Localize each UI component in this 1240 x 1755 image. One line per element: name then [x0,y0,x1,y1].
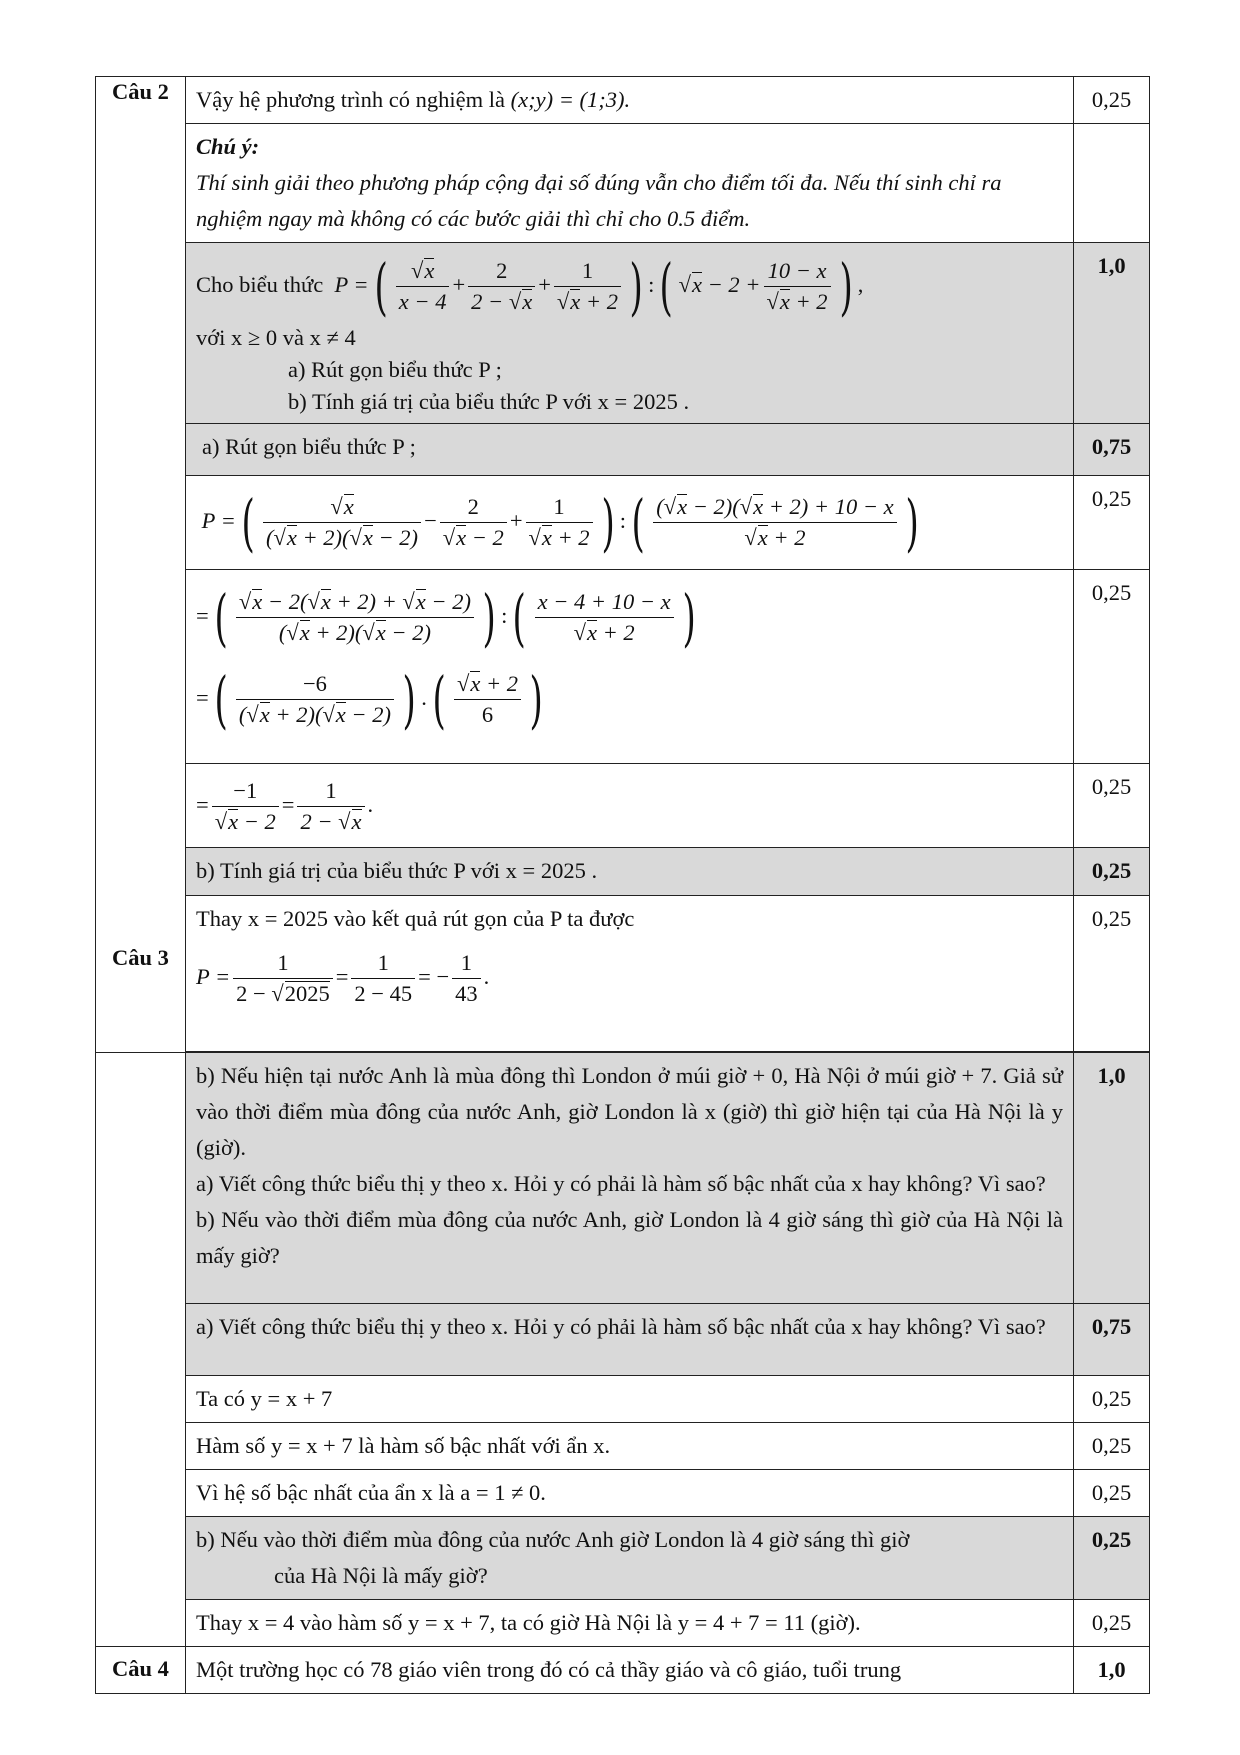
score-cell: 0,25 [1074,570,1150,764]
table-row [96,77,1150,124]
table-row [96,764,1150,848]
table-row [96,570,1150,764]
content-cell: b) Nếu vào thời điểm mùa đông của nước Anh giờ London là 4 giờ sáng thì giờ của Hà Nội là mấy giờ? [186,1517,1074,1600]
score-cell: 0,25 [1074,896,1150,1052]
score-cell: 0,25 [1074,764,1150,848]
table-row [96,1600,1150,1647]
table-row [96,1470,1150,1517]
table-row [96,424,1150,476]
table-row [96,124,1150,243]
answer-key-table [95,76,1150,1694]
table-row [96,1304,1150,1376]
table-row [96,896,1150,1052]
content-cell: Một trường học có 78 giáo viên trong đó có cả thầy giáo và cô giáo, tuổi trung [186,1647,1074,1694]
score-cell: 0,25 [1074,476,1150,570]
table-row [96,1517,1150,1600]
table-row [96,1053,1150,1304]
score-cell: 0,25 [1074,1470,1150,1517]
math-step-cell: = $\frac{-1}{√x - 2}$ = $\frac{1}{2 - √x}$ . [186,764,1074,848]
content-cell: Vậy hệ phương trình có nghiệm là (x;y) = (1;3). [186,77,1074,124]
table-row [96,848,1150,896]
expression-p: Cho biểu thức P =( $\frac{√x}{x - 4}$ + $\frac{2}{2 - √x}$ + $\frac{1}{√x + 2}$ ) :( √x − 2 + $\frac{10 - x}{√x + 2}$ ) , [196,249,864,323]
note-cell [186,124,1074,243]
table-row [96,476,1150,570]
content-cell: Thay x = 4 vào hàm số y = x + 7, ta có giờ Hà Nội là y = 4 + 7 = 11 (giờ). [186,1600,1074,1647]
note-text: Thí sinh giải theo phương pháp cộng đại số đúng vẫn cho điểm tối đa. Nếu thí sinh chỉ ra nghiệm ngay mà không có các bước giải thì chỉ cho 0.5 điểm. [196,170,1002,231]
score-cell [1074,124,1150,243]
score-cell: 0,75 [1074,1304,1150,1376]
question-label-q3: Câu 3 [112,945,169,970]
table-row [96,1423,1150,1470]
score-cell: 0,75 [1074,424,1150,476]
question-label-q4: Câu 4 [112,1656,169,1681]
question-label-cell [96,77,186,1053]
score-cell: 1,0 [1074,243,1150,424]
content-cell: Vì hệ số bậc nhất của ẩn x là a = 1 ≠ 0. [186,1470,1074,1517]
math-step-cell: =( $\frac{√x - 2(√x + 2) + √x - 2)}{(√x + 2)(√x - 2)}$ ) :( $\frac{x - 4 + 10 - x}{√x + 2}$ ) =( $\frac{-6}{(√x + 2)(√x - 2)}$ ) .( $\frac{√x + 2}{6}$ ) [186,570,1074,764]
content-cell: b) Nếu hiện tại nước Anh là mùa đông thì London ở múi giờ + 0, Hà Nội ở múi giờ + 7. Giả sử vào thời điểm mùa đông của nước Anh, giờ London là x (giờ) thì giờ hiện tại của Hà Nội là y (giờ). a) Viết công thức biểu thị y theo x. Hỏi y có phải là hàm số bậc nhất của x hay không? Vì sao? b) Nếu vào thời điểm mùa đông của nước Anh, giờ London là 4 giờ sáng thì giờ của Hà Nội là mấy giờ? [186,1053,1074,1304]
content-cell: Ta có y = x + 7 [186,1376,1074,1423]
score-cell: 0,25 [1074,848,1150,896]
content-cell: b) Tính giá trị của biểu thức P với x = 2025 . [186,848,1074,896]
math-step-cell: P =( $\frac{√x}{(√x + 2)(√x - 2)}$ − $\frac{2}{√x - 2}$ + $\frac{1}{√x + 2}$ ) :( $\frac{(√x - 2)(√x + 2) + 10 - x}{√x + 2}$ ) [186,476,1074,570]
question-label-cell [96,945,186,1647]
content-cell: a) Viết công thức biểu thị y theo x. Hỏi y có phải là hàm số bậc nhất của x hay không? Vì sao? [186,1304,1074,1376]
score-cell: 0,25 [1074,1376,1150,1423]
content-cell: Hàm số y = x + 7 là hàm số bậc nhất với ẩn x. [186,1423,1074,1470]
content-cell: Cho biểu thức P =( $\frac{√x}{x - 4}$ + $\frac{2}{2 - √x}$ + $\frac{1}{√x + 2}$ ) :( √x − 2 + $\frac{10 - x}{√x + 2}$ ) , với x ≥ 0 và x ≠ 4 a) Rút gọn biểu thức P ; b) Tính giá trị của biểu thức P với x = 2025 . [186,243,1074,424]
content-cell: Thay x = 2025 vào kết quả rút gọn của P ta được P = $\frac{1}{2 - √2025}$ = $\frac{1}{2 - 45}$ = − $\frac{1}{43}$ . [186,896,1074,1052]
table-row [96,243,1150,424]
note-title: Chú ý: [196,134,260,159]
question-label-q2: Câu 2 [112,79,169,104]
score-cell: 0,25 [1074,1517,1150,1600]
question-label-cell [96,1647,186,1694]
score-cell: 1,0 [1074,1053,1150,1304]
table-row [96,1376,1150,1423]
score-cell: 0,25 [1074,1423,1150,1470]
score-cell: 0,25 [1074,77,1150,124]
table-row [96,1647,1150,1694]
content-cell: a) Rút gọn biểu thức P ; [186,424,1074,476]
score-cell: 1,0 [1074,1647,1150,1694]
score-cell: 0,25 [1074,1600,1150,1647]
